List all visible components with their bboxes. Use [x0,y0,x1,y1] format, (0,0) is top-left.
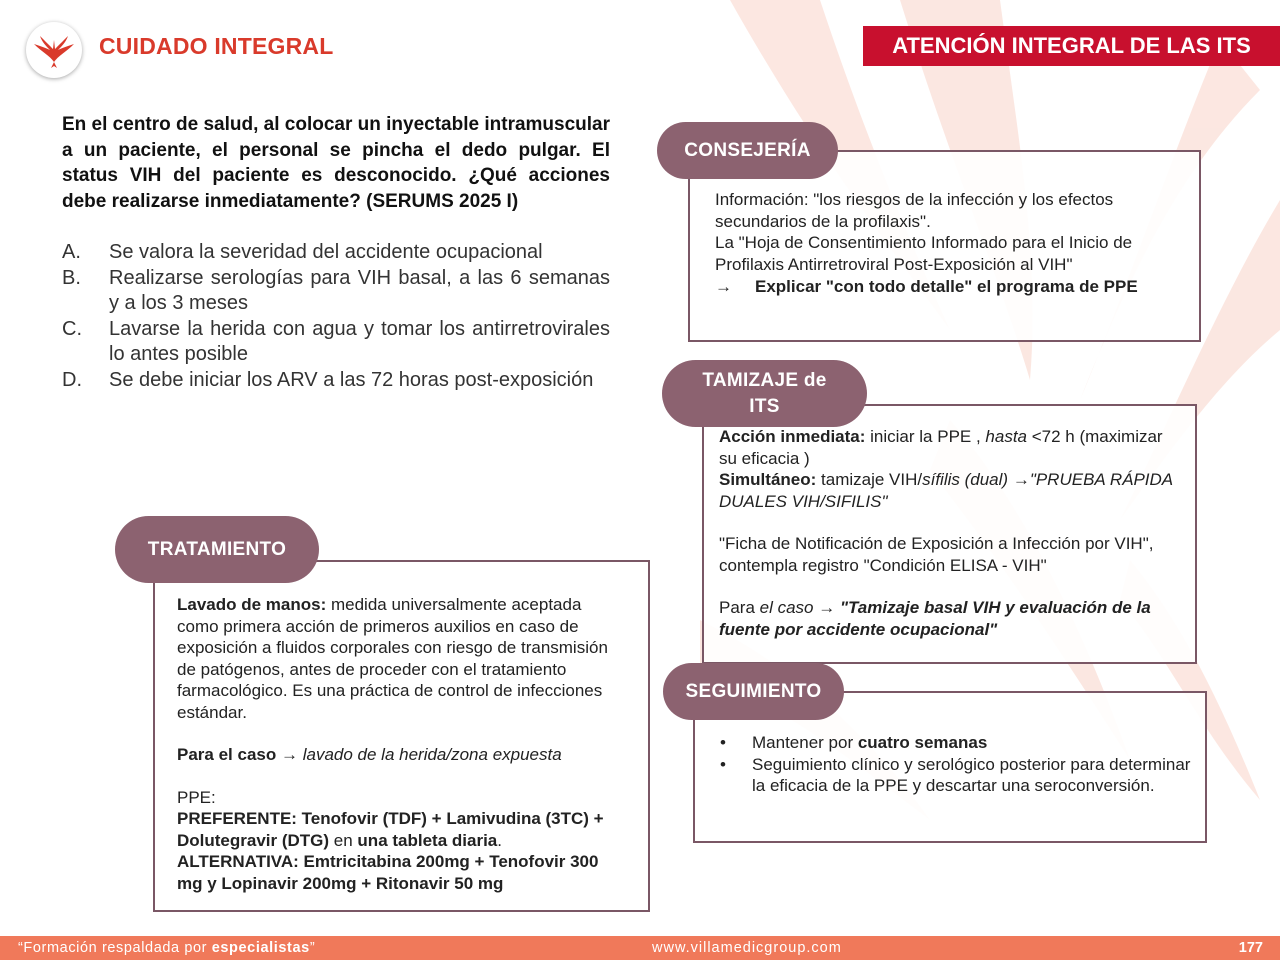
tamizaje-prueba: "PRUEBA RÁPIDA DUALES VIH/SIFILIS" [719,470,1173,511]
seguimiento-item-1 [752,732,987,754]
option-a [62,240,610,266]
question-text: En el centro de salud, al colocar un inyectable intramuscular a un paciente, el personal se pincha el dedo pulgar. El status VIH del paciente es desconocido. ¿Qué acciones debe realizarse inmediatamente? (SERUMS 2025 I) [62,114,611,212]
section-banner: ATENCIÓN INTEGRAL DE LAS ITS [863,26,1280,66]
bullet-icon: • [720,754,726,774]
option-text: Realizarse serologías para VIH basal, a las 6 semanas y a los 3 meses [109,266,610,314]
tamizaje-accion-em: hasta [985,427,1028,446]
tratamiento-preferente-mid: en [329,830,358,850]
tamizaje-simultaneo-text: tamizaje VIH/ [816,470,923,489]
option-text: Se valora la severidad del accidente ocupacional [109,241,543,263]
tratamiento-alternativa [177,851,622,894]
tratamiento-caso-label: Para el caso [177,745,277,764]
bullet-icon: • [720,733,726,752]
tamizaje-simultaneo [719,469,1184,512]
option-letter: A. [62,241,81,263]
tamizaje-ficha: "Ficha de Notificación de Exposición a Infección por VIH", contempla registro "Condición ELISA - VIH" [719,534,1154,575]
footer-tagline-b: ” [309,940,316,956]
arrow-right-icon: → [280,745,298,764]
consejeria-title: CONSEJERÍA [657,122,838,179]
option-letter: D. [62,368,82,391]
tratamiento-title: TRATAMIENTO [115,516,319,583]
consejeria-consent: La "Hoja de Consentimiento Informado para el Inicio de Profilaxis Antirretroviral Post-Exposición al VIH" [715,233,1133,274]
tratamiento-preferente-end: . [497,830,502,850]
tamizaje-title: TAMIZAJE de ITS [662,360,867,427]
tratamiento-content [177,594,622,894]
tamizaje-caso-em: el caso [759,598,814,617]
tratamiento-preferente-dose: una tableta diaria [357,830,498,850]
tratamiento-ppe-label: PPE: [177,787,216,807]
tamizaje-accion-label: Acción inmediata: [719,427,866,446]
seguimiento-item-1-bold: cuatro semanas [857,733,988,752]
seguimiento-item-2: Seguimiento clínico y serológico posterior para determinar la eficacia de la PPE y descartar una seroconversión. [752,754,1191,795]
tamizaje-caso [719,597,1184,640]
tratamiento-lavado-label: Lavado de manos: [177,595,327,614]
seguimiento-title: SEGUIMIENTO [663,663,844,720]
footer [0,936,1280,960]
phoenix-icon [26,22,82,78]
consejeria-content [715,189,1185,298]
tamizaje-simultaneo-label: Simultáneo: [719,470,817,489]
option-text: Lavarse la herida con agua y tomar los antirretrovirales lo antes posible [109,317,610,365]
option-text: Se debe iniciar los ARV a las 72 horas post-exposición [109,368,594,391]
logo [26,22,82,78]
footer-tagline-a: “Formación respaldada por [18,940,212,956]
tratamiento-alternativa-text: ALTERNATIVA: Emtricitabina 200mg + Tenofovir 300 mg y Lopinavir 200mg + Ritonavir 50 mg [177,852,599,893]
option-letter: B. [62,266,81,289]
seguimiento-item-1-text: Mantener por [752,733,858,752]
list-item [720,732,1192,754]
footer-tagline [18,940,315,956]
tamizaje-accion-text: iniciar la PPE , [865,427,986,446]
tratamiento-preferente [177,808,622,851]
brand-title: CUIDADO INTEGRAL [99,33,334,59]
arrow-right-icon: → [715,277,732,296]
consejeria-explain-text: Explicar "con todo detalle" el programa de PPE [755,277,1138,296]
page-number: 177 [1238,940,1263,956]
tamizaje-accion [719,426,1184,469]
tratamiento-lavado [177,594,622,723]
seguimiento-list [720,732,1192,797]
tratamiento-lavado-text: medida universalmente aceptada como primera acción de primeros auxilios en caso de exposición a fluidos corporales con riesgo de transmisión de patógenos, antes de proceder con el tratamiento farmacológico. Es una práctica de control de infecciones estándar. [177,595,608,722]
option-b [62,266,610,317]
tamizaje-accion-text2: <72 h (maximizar su eficacia ) [719,427,1163,468]
footer-url[interactable]: www.villamedicgroup.com [652,940,842,956]
option-letter: C. [62,317,82,340]
tamizaje-caso-text: "Tamizaje basal VIH y evaluación de la fuente por accidente ocupacional" [719,598,1151,639]
arrow-right-icon: → [818,598,836,617]
option-d [62,368,610,394]
option-c [62,317,610,368]
tamizaje-caso-prefix: Para [719,598,760,617]
consejeria-info: Información: "los riesgos de la infección y los efectos secundarios de la profilaxis". [715,190,1114,231]
footer-tagline-bold: especialistas [211,940,310,956]
tratamiento-preferente-label: PREFERENTE: Tenofovir (TDF) + Lamivudina (3TC) + Dolutegravir (DTG) [177,809,604,850]
tamizaje-content [719,426,1184,640]
tratamiento-caso [177,744,622,766]
tamizaje-simultaneo-em: sífilis (dual) [922,470,1009,489]
tratamiento-caso-text: lavado de la herida/zona expuesta [302,745,562,764]
consejeria-explain [715,276,1185,298]
answer-options [62,240,610,393]
arrow-right-icon: → [1012,470,1030,489]
list-item [720,754,1192,797]
